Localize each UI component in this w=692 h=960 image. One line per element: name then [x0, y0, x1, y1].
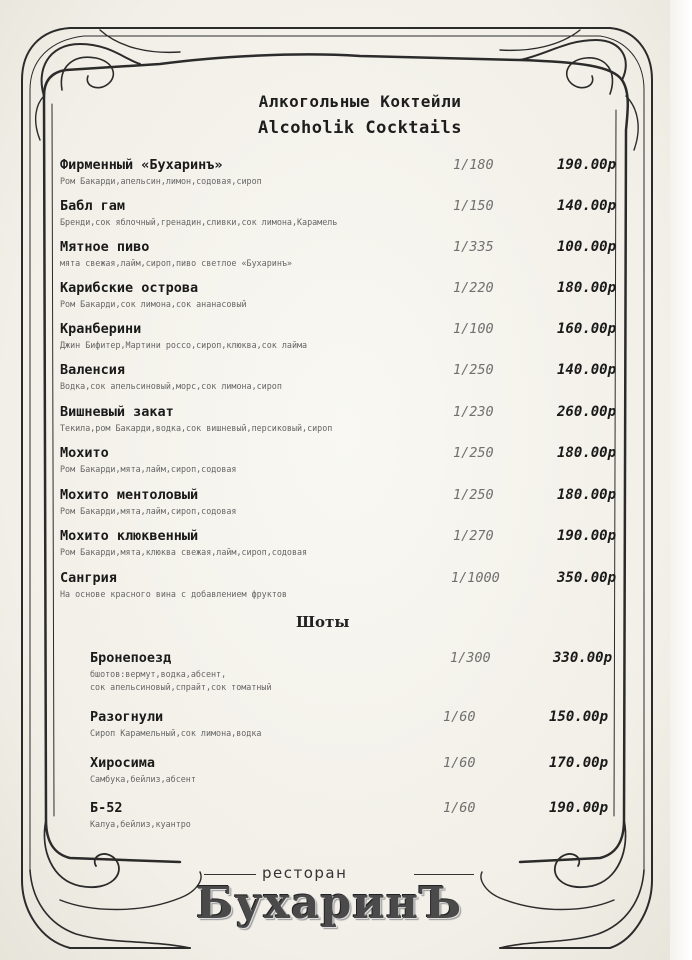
heading-russian: Алкогольные Коктейли [258, 92, 462, 111]
logo-rule-left [204, 874, 256, 875]
item-volume: 1/180 [453, 157, 494, 173]
item-volume: 1/270 [453, 528, 494, 544]
item-description: Джин Бифитер,Мартини россо,сироп,клюква,сок лайма [60, 340, 308, 350]
item-volume: 1/60 [443, 800, 476, 816]
item-price: 140.00р [557, 362, 617, 378]
item-name: Б-52 [90, 800, 123, 816]
item-description: Ром Бакарди,мята,лайм,сироп,содовая [60, 506, 237, 516]
item-name: Вишневый закат [60, 404, 174, 420]
item-price: 100.00р [557, 239, 617, 255]
logo-rule-right [414, 874, 474, 875]
item-volume: 1/150 [453, 198, 494, 214]
item-description: Калуа,бейлиз,куантро [90, 819, 191, 829]
item-price: 180.00р [557, 487, 617, 503]
item-volume: 1/335 [453, 239, 494, 255]
item-description: Ром Бакарди,сок лимона,сок ананасовый [60, 299, 247, 309]
item-volume: 1/250 [453, 445, 494, 461]
item-volume: 1/60 [443, 755, 476, 771]
item-name: Карибские острова [60, 280, 199, 296]
heading-english: Alcoholik Cocktails [258, 118, 462, 138]
item-volume: 1/220 [453, 280, 494, 296]
item-description: Ром Бакарди,апельсин,лимон,содовая,сироп [60, 176, 262, 186]
item-name: Разогнули [90, 709, 164, 725]
item-name: Валенсия [60, 362, 126, 378]
item-description: Ром Бакарди,мята,лайм,сироп,содовая [60, 464, 237, 474]
item-price: 170.00р [549, 755, 609, 771]
item-name: Бронепоезд [90, 650, 172, 666]
item-name: Фирменный «Бухаринъ» [60, 157, 223, 173]
item-description: Самбука,бейлиз,абсент [90, 774, 196, 784]
item-volume: 1/1000 [451, 570, 500, 586]
item-description: Ром Бакарди,мята,клюква свежая,лайм,сироп,содовая [60, 547, 308, 557]
item-volume: 1/300 [450, 650, 491, 666]
item-volume: 1/100 [453, 321, 494, 337]
item-price: 150.00р [549, 709, 609, 725]
item-volume: 1/60 [443, 709, 476, 725]
item-price: 140.00р [557, 198, 617, 214]
restaurant-label: ресторан [262, 864, 348, 882]
item-volume: 1/250 [453, 362, 494, 378]
item-description: На основе красного вина с добавлением фруктов [60, 589, 287, 599]
item-description: Сироп Карамельный,сок лимона,водка [90, 728, 262, 738]
shots-section-title: Шоты [296, 613, 350, 631]
item-name: Мохито [60, 445, 109, 461]
item-price: 190.00р [557, 528, 617, 544]
item-name: Хиросима [90, 755, 156, 771]
item-description: Водка,сок апельсиновый,морс,сок лимона,сироп [60, 381, 282, 391]
item-description-line2: сок апельсиновый,спрайт,сок томатный [90, 682, 272, 692]
item-price: 260.00р [557, 404, 617, 420]
item-description: Текила,ром Бакарди,водка,сок вишневый,персиковый,сироп [60, 423, 333, 433]
item-description: бшотов:вермут,водка,абсент, [90, 669, 227, 679]
item-price: 160.00р [557, 321, 617, 337]
item-price: 180.00р [557, 280, 617, 296]
item-name: Мятное пиво [60, 239, 150, 255]
item-name: Кранберини [60, 321, 142, 337]
item-description: мята свежая,лайм,сироп,пиво светлое «Бухаринъ» [60, 258, 292, 268]
item-name: Мохито ментоловый [60, 487, 199, 503]
item-volume: 1/250 [453, 487, 494, 503]
item-name: Мохито клюквенный [60, 528, 199, 544]
item-price: 330.00р [553, 650, 613, 666]
item-price: 180.00р [557, 445, 617, 461]
item-volume: 1/230 [453, 404, 494, 420]
item-description: Бренди,сок яблочный,гренадин,сливки,сок лимона,Карамель [60, 217, 338, 227]
brand-logo: БухаринЪ [196, 878, 463, 929]
item-price: 190.00р [549, 800, 609, 816]
item-name: Сангрия [60, 570, 117, 586]
item-price: 350.00р [557, 570, 617, 586]
item-name: Бабл гам [60, 198, 126, 214]
item-price: 190.00р [557, 157, 617, 173]
